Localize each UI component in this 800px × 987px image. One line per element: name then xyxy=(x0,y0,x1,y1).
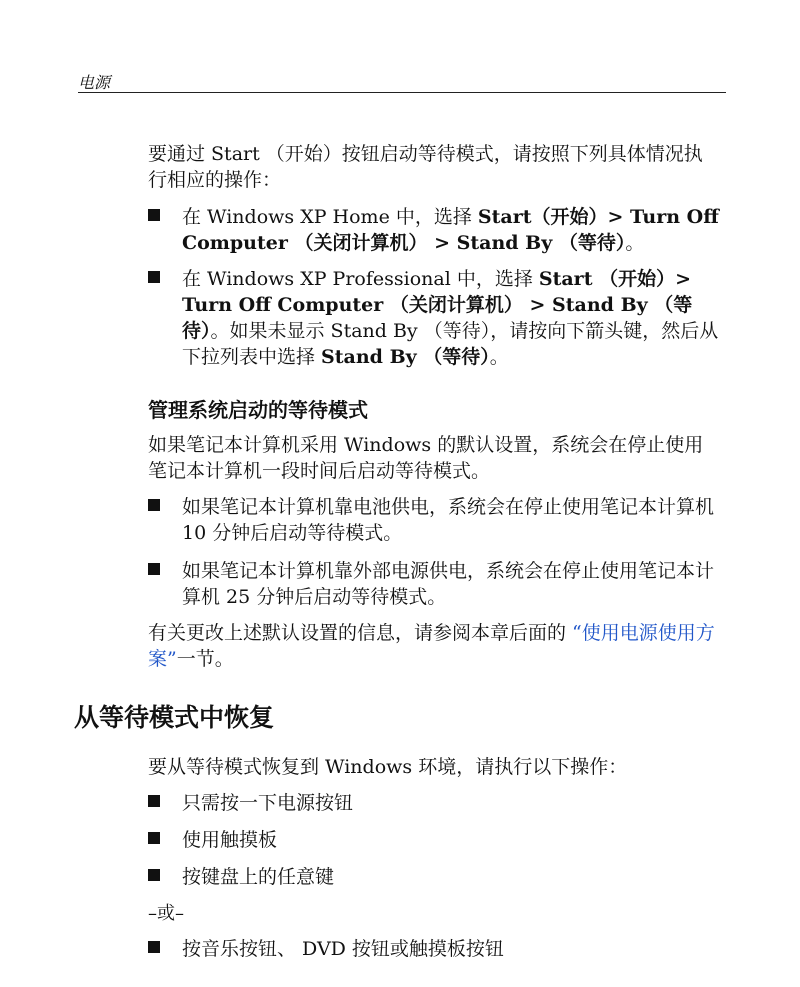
list-item-text: 按键盘上的任意键 xyxy=(182,866,335,888)
text-segment: 。 xyxy=(489,346,509,368)
menu-option: Stand By （等待） xyxy=(321,346,490,368)
square-bullet-icon xyxy=(148,869,160,881)
list-item xyxy=(148,266,726,370)
list-item-text: 如果笔记本计算机靠外部电源供电，系统会在停止使用笔记本计算机 25 分钟后启动等待模式。 xyxy=(182,560,715,608)
text-segment: 。 xyxy=(625,232,645,254)
list-item xyxy=(148,558,726,610)
square-bullet-icon xyxy=(148,832,160,844)
menu-path: Start （开始）> Turn Off Computer （关闭计算机） > Stand By （等待） xyxy=(182,268,693,342)
text-segment: 一节。 xyxy=(176,648,234,670)
menu-path: Start（开始）> Turn Off Computer （关闭计算机） > Stand By （等待） xyxy=(182,206,719,254)
square-bullet-icon xyxy=(148,271,160,283)
square-bullet-icon xyxy=(148,499,160,511)
reference-paragraph xyxy=(148,620,718,672)
text-segment: 在 Windows XP Home 中，选择 xyxy=(182,206,478,228)
list-item xyxy=(148,936,726,962)
list-item-text: 只需按一下电源按钮 xyxy=(182,792,354,814)
list-item xyxy=(148,790,726,816)
section-intro: 要从等待模式恢复到 Windows 环境，请执行以下操作： xyxy=(148,756,628,778)
section-heading: 管理系统启动的等待模式 xyxy=(148,398,368,422)
list-item-text xyxy=(182,204,726,256)
square-bullet-icon xyxy=(148,941,160,953)
page-header xyxy=(78,68,726,93)
list-item xyxy=(148,204,726,256)
list-item xyxy=(148,494,726,546)
list-item-text: 使用触摸板 xyxy=(182,829,278,851)
square-bullet-icon xyxy=(148,563,160,575)
running-header-title: 电源 xyxy=(78,73,111,92)
intro-paragraph: 要通过 Start （开始）按钮启动等待模式，请按照下列具体情况执行相应的操作： xyxy=(148,143,703,191)
section-paragraph: 如果笔记本计算机采用 Windows 的默认设置，系统会在停止使用笔记本计算机一段时间后启动等待模式。 xyxy=(148,434,704,482)
square-bullet-icon xyxy=(148,209,160,221)
text-segment: 。如果未显示 Stand By （等待），请按向下箭头键，然后从下拉列表中选择 xyxy=(182,320,719,368)
text-segment: 在 Windows XP Professional 中，选择 xyxy=(182,268,539,290)
list-item xyxy=(148,827,726,853)
cross-reference-link[interactable]: “使用电源使用方案” xyxy=(148,622,715,670)
text-segment: 有关更改上述默认设置的信息，请参阅本章后面的 xyxy=(148,622,573,644)
or-separator: –或– xyxy=(148,903,184,924)
section-heading-main: 从等待模式中恢复 xyxy=(74,703,275,732)
square-bullet-icon xyxy=(148,795,160,807)
list-item-text: 如果笔记本计算机靠电池供电，系统会在停止使用笔记本计算机 10 分钟后启动等待模式。 xyxy=(182,496,715,544)
list-item xyxy=(148,864,726,890)
list-item-text xyxy=(182,266,726,370)
list-item-text: 按音乐按钮、 DVD 按钮或触摸板按钮 xyxy=(182,938,504,960)
